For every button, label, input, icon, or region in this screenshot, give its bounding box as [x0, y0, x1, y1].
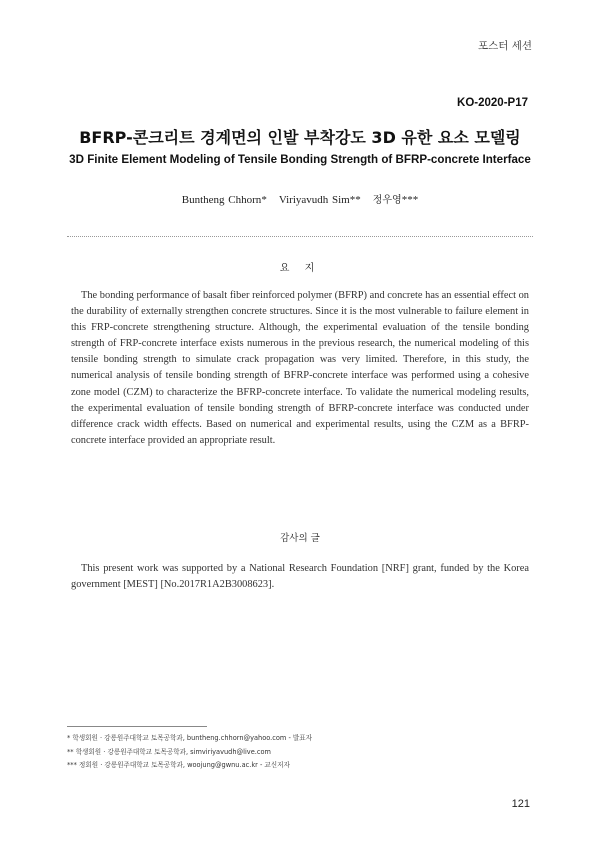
footnote-divider: [67, 726, 207, 727]
abstract-heading: 요 지: [279, 263, 321, 274]
acknowledgement-body: This present work was supported by a National Research Foundation [NRF] grant, funded by the Korea government [MEST] [No.2017R1A2B3008623].: [71, 563, 529, 591]
footnote: ** 학생회원 · 강릉원주대학교 토목공학과, simviriyavudh@live.com: [67, 747, 271, 756]
section-tag: 포스터 세션: [477, 40, 532, 52]
author-mark: **: [349, 194, 361, 206]
abstract-body: The bonding performance of basalt fiber reinforced polymer (BFRP) and concrete has an essential effect on the durability of externally strengthen concrete structures. Since it is the most vulnerable to failure element in this FRP-concrete strengthening structure. Although, the experimental evaluation of the tensile bonding strength of FRP-concrete interface exists numerous in the previous research, the numerical modeling of this tensile bonding strength to simulate crack propagation was very limited. Therefore, in this study, the numerical analysis of tensile bonding strength of BFRP-concrete interface was performed using a cohesive zone model (CZM) to characterize the BFRP-concrete interface. To validate the numerical modeling results, the experimental evaluation of tensile bonding strength of BFRP-concrete interface was conducted under difference crack width effects. Based on numerical and experimental results, using the CZM as a BFRP-concrete interface provided an appropriate result.: [71, 290, 529, 446]
footnotes: [67, 732, 537, 773]
title-english: 3D Finite Element Modeling of Tensile Bonding Strength of BFRP-concrete Interface: [69, 153, 531, 166]
author-name: 정우영: [372, 195, 402, 206]
author-name: Buntheng Chhorn: [181, 194, 262, 206]
author-name: Viriyavudh Sim: [278, 194, 350, 206]
paper-id: KO-2020-P17: [457, 97, 528, 109]
author-mark: *: [261, 194, 267, 206]
page-number: 121: [511, 798, 530, 810]
header-divider: [67, 236, 533, 237]
footnote: *** 정회원 · 강릉원주대학교 토목공학과, woojung@gwnu.ac.kr - 교신저자: [67, 761, 290, 769]
author-mark: ***: [401, 194, 419, 206]
footnote: * 학생회원 · 강릉원주대학교 토목공학과, buntheng.chhorn@yahoo.com - 발표자: [67, 734, 313, 742]
acknowledgement-heading: 감사의 글: [280, 533, 320, 544]
author-list: [0, 191, 600, 206]
title-korean: BFRP-콘크리트 경계면의 인발 부착강도 3D 유한 요소 모델링: [79, 128, 521, 147]
